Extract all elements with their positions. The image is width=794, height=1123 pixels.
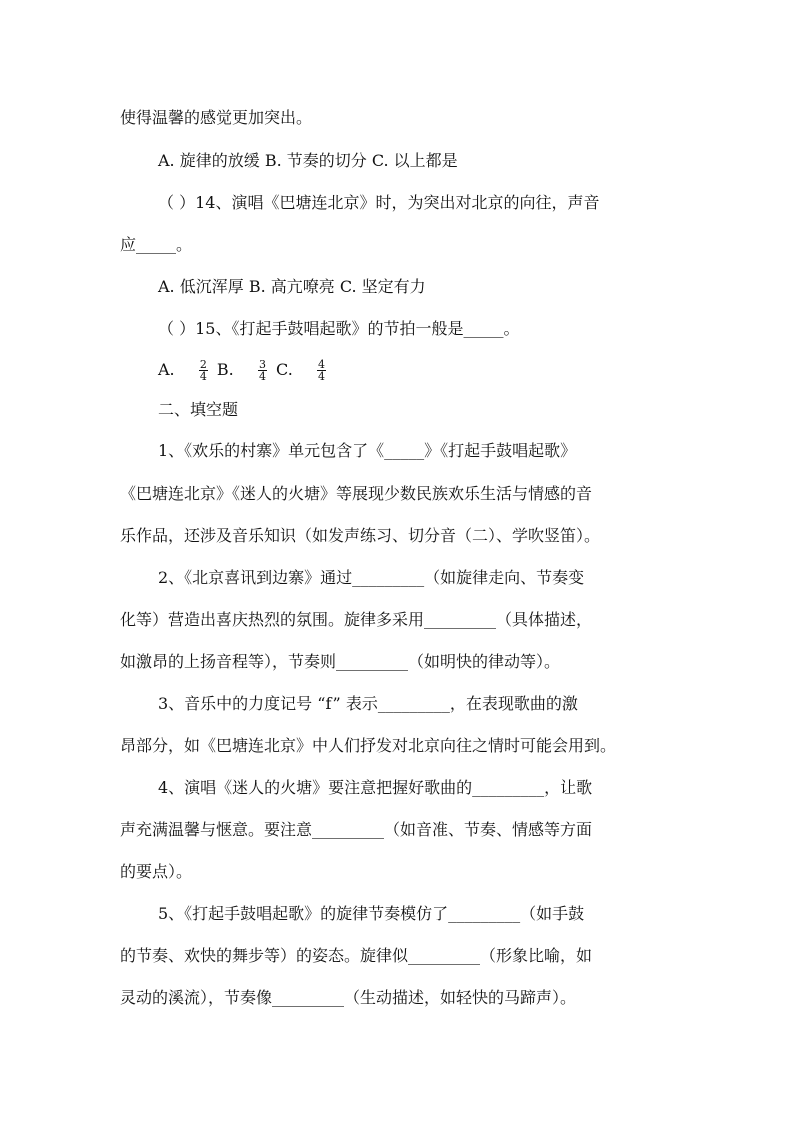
q14-options: A. 低沉浑厚 B. 高亢嘹亮 C. 坚定有力 — [158, 277, 426, 296]
fraction-numerator: 3 — [258, 358, 266, 371]
question-15: （ ）15、《打起手鼓唱起歌》的节拍一般是_____。 — [158, 319, 520, 338]
fraction-numerator: 4 — [318, 358, 325, 371]
text-line: 应_____。 — [120, 235, 193, 254]
fraction-numerator: 2 — [199, 358, 207, 371]
text-line: 化等）营造出喜庆热烈的氛围。旋律多采用_________（具体描述， — [120, 610, 593, 629]
fraction-3-4 — [258, 359, 267, 382]
fraction-2-4 — [199, 359, 208, 382]
option-a-label: A. — [158, 360, 175, 379]
fill-question-1: 1、《欢乐的村寨》单元包含了《_____》《打起手鼓唱起歌》 — [158, 441, 577, 460]
question-14: （ ）14、演唱《巴塘连北京》时，为突出对北京的向往，声音 — [158, 193, 600, 212]
q15-options — [158, 356, 330, 384]
fraction-denominator: 4 — [318, 370, 325, 383]
option-c-label: C. — [276, 360, 293, 379]
fill-question-3: 3、音乐中的力度记号 “f” 表示_________，在表现歌曲的激 — [158, 694, 578, 713]
text-line: 声充满温馨与惬意。要注意_________（如音准、节奏、情感等方面 — [120, 820, 593, 839]
text-line: 《巴塘连北京》《迷人的火塘》等展现少数民族欢乐生活与情感的音 — [120, 484, 593, 503]
option-b-label: B. — [216, 360, 234, 379]
text-line: 乐作品，还涉及音乐知识（如发声练习、切分音（二）、学吹竖笛）。 — [120, 526, 601, 545]
section-heading: 二、填空题 — [158, 400, 239, 419]
fraction-4-4 — [317, 359, 326, 382]
text-line: 昂部分，如《巴塘连北京》中人们抒发对北京向往之情时可能会用到。 — [120, 736, 617, 755]
fill-question-4: 4、演唱《迷人的火塘》要注意把握好歌曲的_________，让歌 — [158, 778, 593, 797]
q13-options: A. 旋律的放缓 B. 节奏的切分 C. 以上都是 — [158, 151, 458, 170]
text-line: 的要点）。 — [120, 862, 193, 881]
text-line: 如激昂的上扬音程等），节奏则_________（如明快的律动等）。 — [120, 652, 561, 671]
fill-question-2: 2、《北京喜讯到边寨》通过_________（如旋律走向、节奏变 — [158, 568, 585, 587]
fill-question-5: 5、《打起手鼓唱起歌》的旋律节奏模仿了_________（如手鼓 — [158, 904, 585, 923]
text-line: 灵动的溪流），节奏像_________（生动描述，如轻快的马蹄声）。 — [120, 988, 577, 1007]
text-line: 使得温馨的感觉更加突出。 — [120, 108, 313, 127]
text-line: 的节奏、欢快的舞步等）的姿态。旋律似_________（形象比喻，如 — [120, 946, 593, 965]
fraction-denominator: 4 — [258, 370, 266, 383]
fraction-denominator: 4 — [199, 370, 207, 383]
